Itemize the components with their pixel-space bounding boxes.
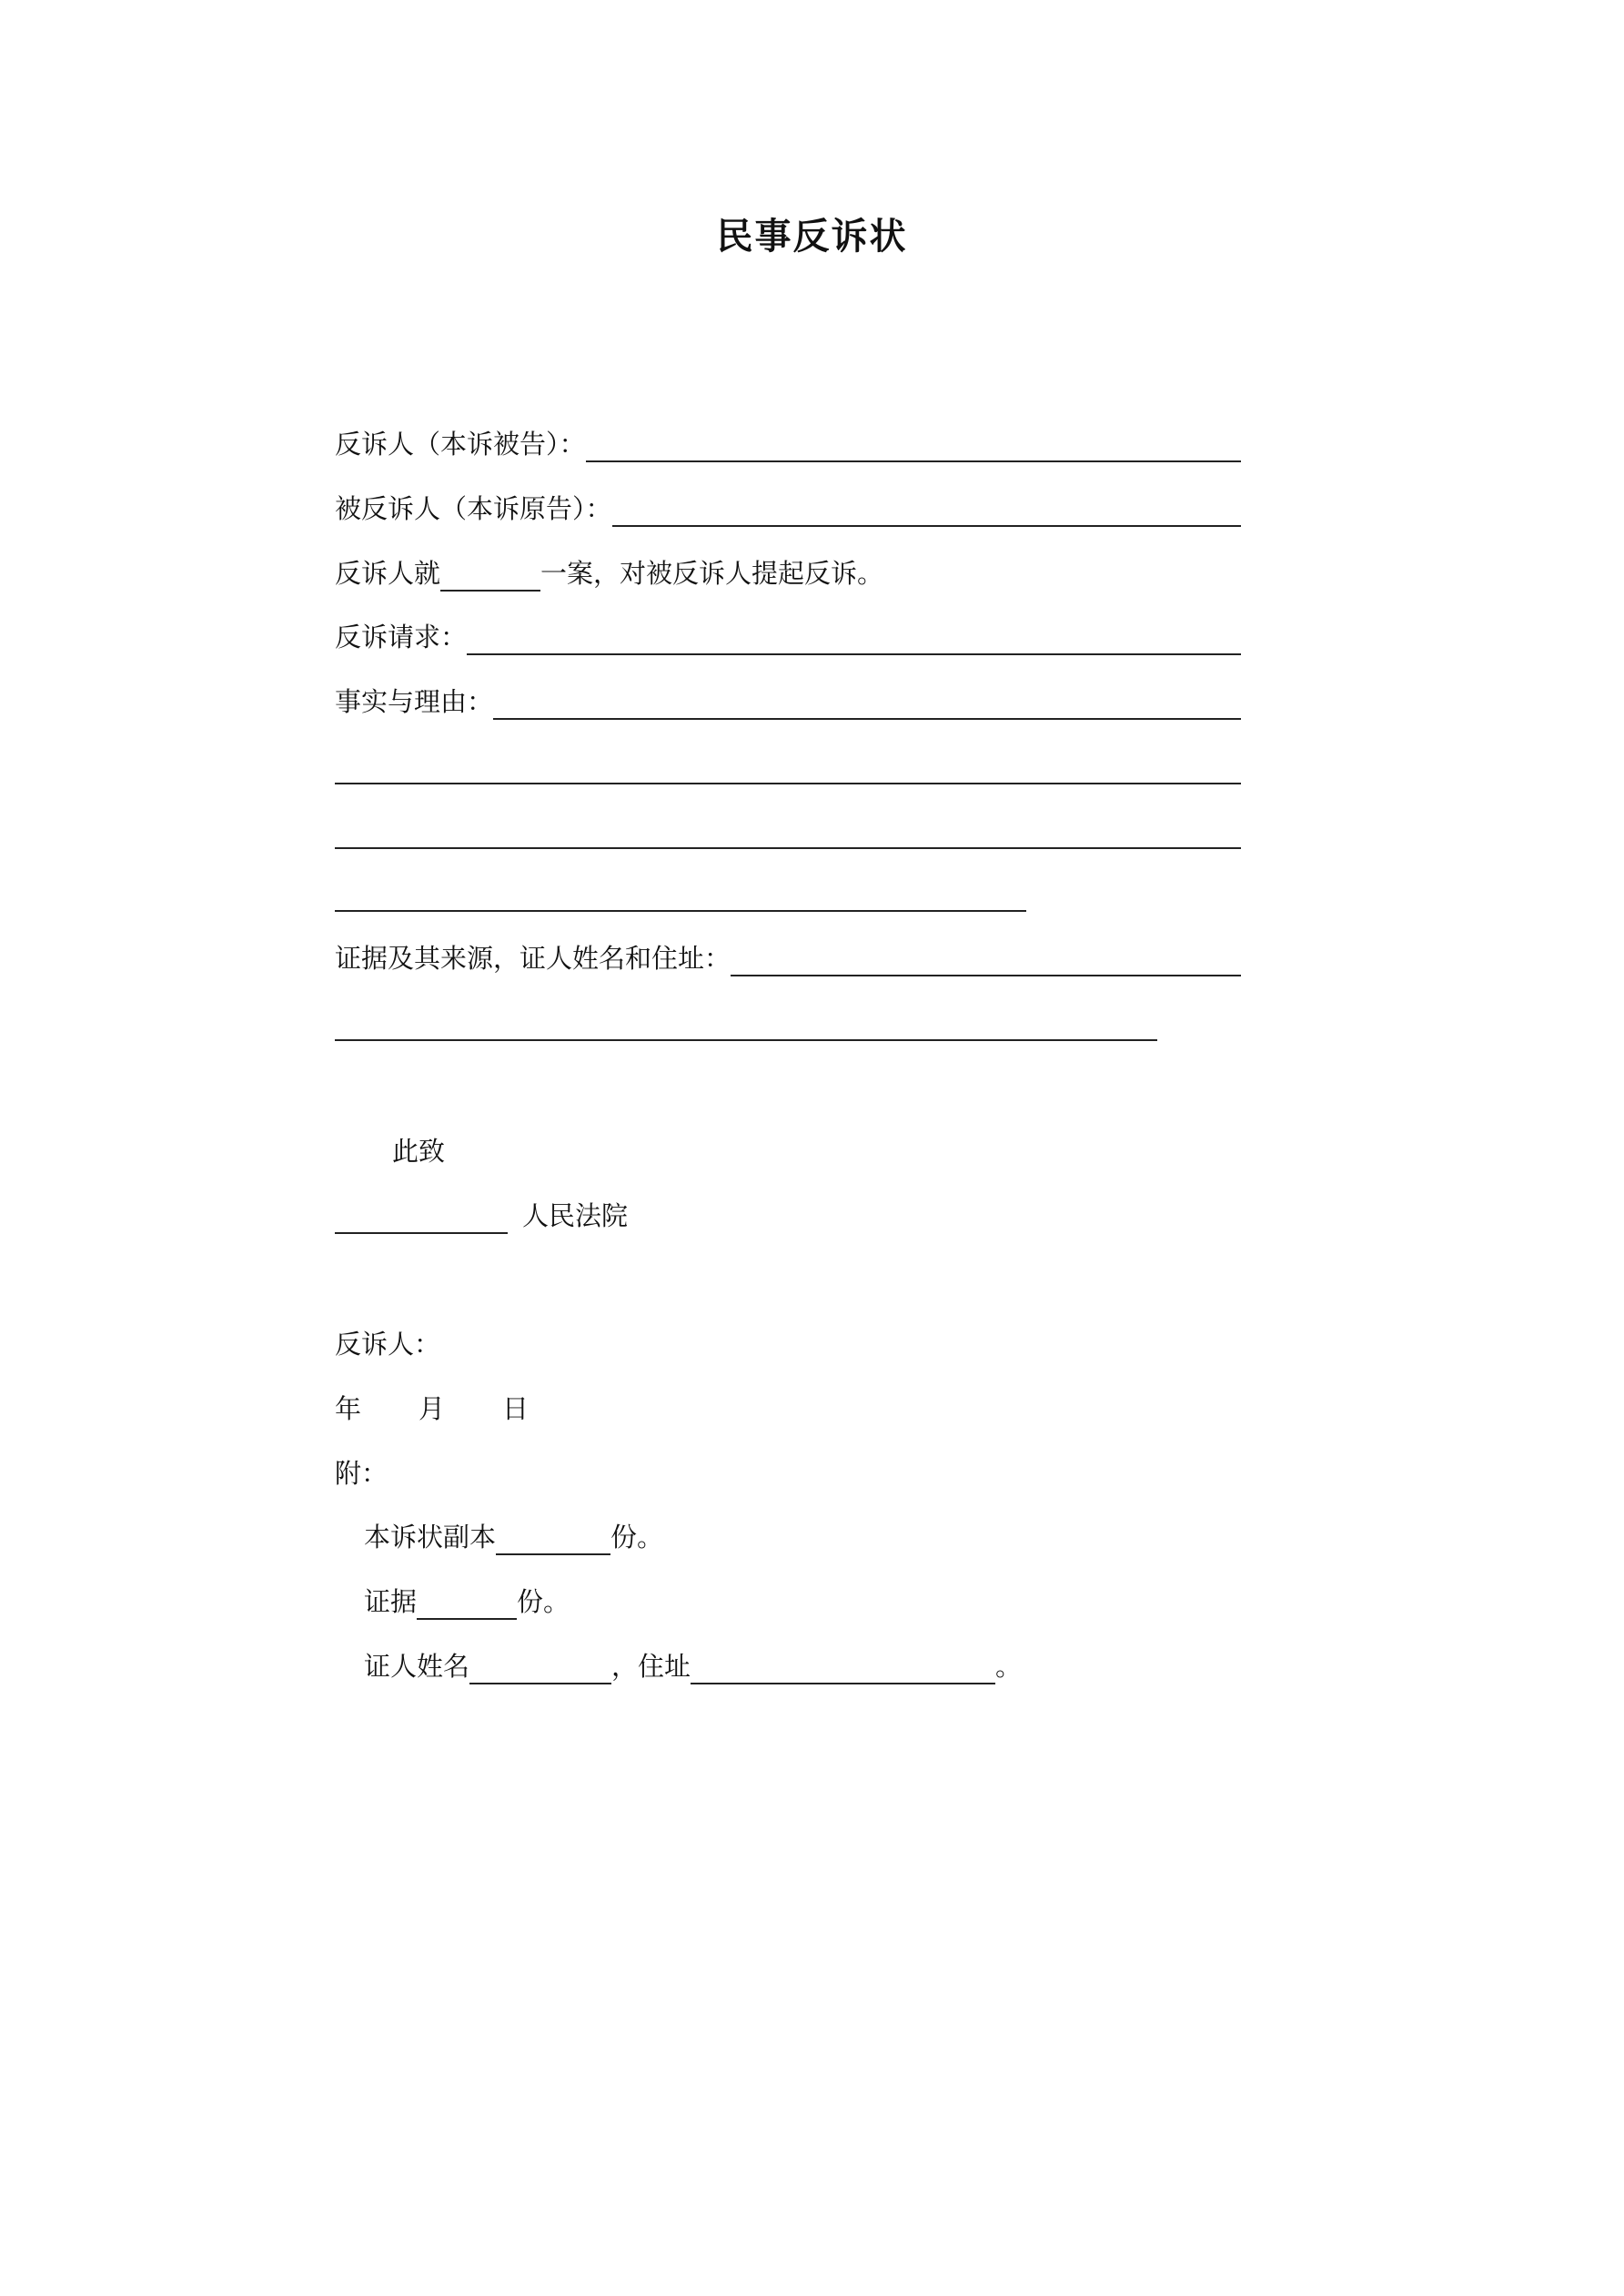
evidence-blank-2[interactable] xyxy=(335,1012,1157,1041)
evidence-count-blank[interactable] xyxy=(417,1591,517,1620)
facts-blank[interactable] xyxy=(493,691,1241,720)
attachments-label-row xyxy=(335,1455,388,1492)
court-row xyxy=(335,1198,628,1234)
facts-continuation-row xyxy=(335,748,1241,784)
attachment-evidence-row xyxy=(364,1583,570,1620)
witness-name-blank[interactable] xyxy=(469,1655,611,1684)
facts-continuation-row xyxy=(335,875,1026,912)
document-title: 民事反诉状 xyxy=(716,215,908,258)
date-day: 日 xyxy=(502,1393,530,1424)
court-name-blank[interactable] xyxy=(335,1205,508,1234)
counter-defendant-row xyxy=(335,491,1241,527)
facts-continuation-row xyxy=(335,813,1241,849)
counter-defendant-blank[interactable] xyxy=(612,498,1241,527)
facts-label: 事实与理由： xyxy=(335,686,494,717)
witness-mid: ，住址 xyxy=(611,1651,691,1682)
facts-blank-4[interactable] xyxy=(335,883,1026,912)
evidence-blank[interactable] xyxy=(731,947,1241,976)
court-suffix: 人民法院 xyxy=(522,1200,629,1231)
date-row xyxy=(335,1391,529,1427)
claims-row xyxy=(335,619,1241,655)
facts-row xyxy=(335,683,1241,720)
case-suffix: 一案，对被反诉人提起反诉。 xyxy=(540,558,884,589)
counterclaimant-row xyxy=(335,426,1241,462)
copies-count-blank[interactable] xyxy=(496,1526,610,1555)
salutation: 此致 xyxy=(392,1136,446,1167)
claims-blank[interactable] xyxy=(467,626,1241,655)
witness-address-blank[interactable] xyxy=(691,1655,995,1684)
facts-blank-3[interactable] xyxy=(335,820,1241,849)
case-prefix: 反诉人就 xyxy=(335,558,441,589)
counterclaimant-label: 反诉人（本诉被告）： xyxy=(335,429,586,460)
facts-blank-2[interactable] xyxy=(335,755,1241,784)
attachment-witness-row xyxy=(364,1648,1022,1684)
evidence-row xyxy=(335,940,1241,976)
evidence-count-suffix: 份。 xyxy=(517,1586,570,1617)
witness-suffix: 。 xyxy=(995,1651,1023,1682)
evidence-label: 证据及其来源，证人姓名和住址： xyxy=(335,943,731,974)
counter-defendant-label: 被反诉人（本诉原告）： xyxy=(335,493,612,524)
date-year: 年 xyxy=(335,1393,362,1424)
signer-row xyxy=(335,1326,440,1362)
case-row xyxy=(335,555,883,592)
witness-prefix: 证人姓名 xyxy=(364,1651,470,1682)
copies-suffix: 份。 xyxy=(610,1522,664,1553)
attachments-label: 附： xyxy=(335,1458,388,1489)
attachment-copies-row xyxy=(364,1519,663,1555)
case-blank[interactable] xyxy=(440,562,540,592)
evidence-count-prefix: 证据 xyxy=(364,1586,418,1617)
counterclaimant-blank[interactable] xyxy=(586,433,1241,462)
salutation-row xyxy=(392,1133,445,1169)
evidence-continuation-row xyxy=(335,1005,1157,1041)
copies-prefix: 本诉状副本 xyxy=(364,1522,497,1553)
claims-label: 反诉请求： xyxy=(335,622,468,652)
signer-label: 反诉人： xyxy=(335,1329,441,1360)
date-month: 月 xyxy=(419,1393,446,1424)
